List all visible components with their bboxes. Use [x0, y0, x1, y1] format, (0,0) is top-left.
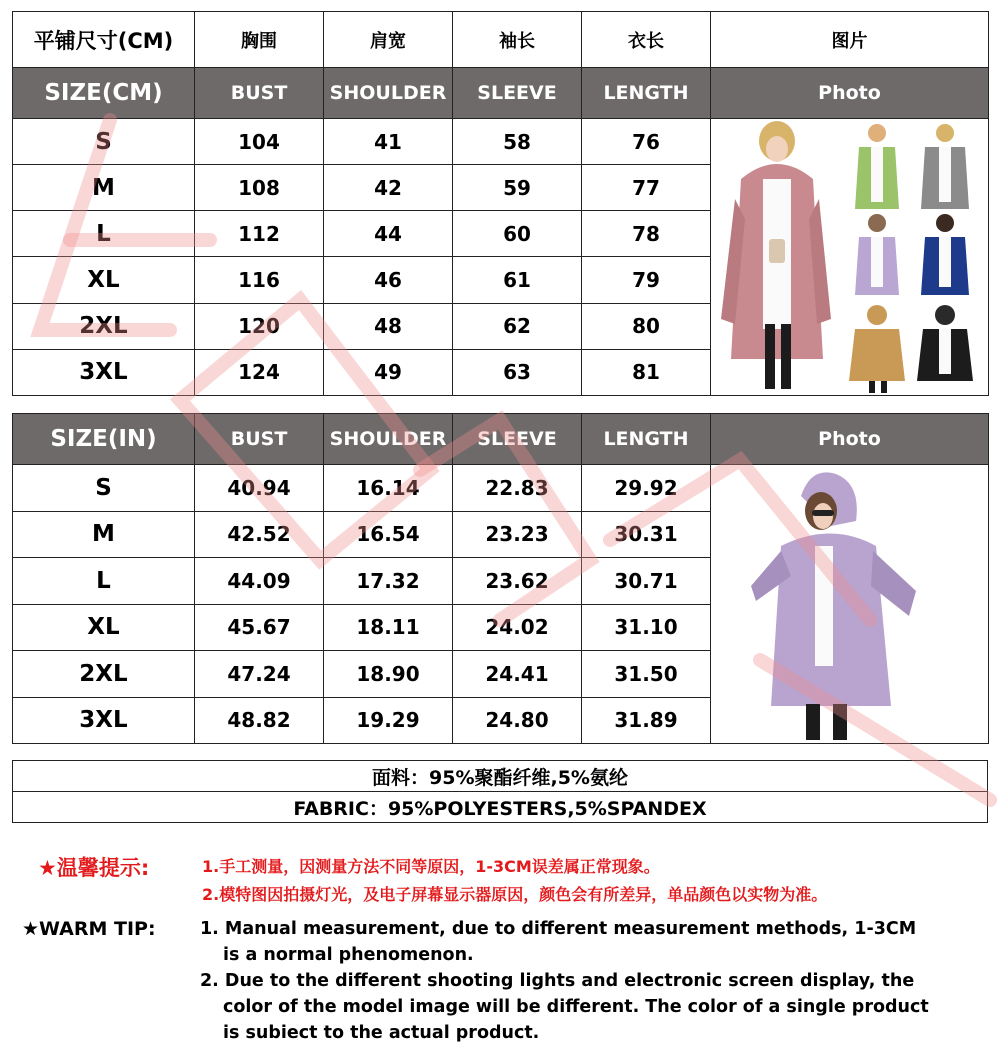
black-coat-thumbnail — [917, 305, 973, 381]
sleeve-cell: 63 — [453, 349, 582, 395]
header-cell: Photo — [711, 414, 989, 465]
shoulder-cell: 44 — [324, 211, 453, 257]
size-cell: L — [13, 211, 195, 257]
bust-cell: 44.09 — [195, 558, 324, 605]
header-cell: SHOULDER — [324, 414, 453, 465]
green-coat-thumbnail — [855, 124, 899, 209]
bust-cell: 47.24 — [195, 651, 324, 698]
shoulder-cell: 18.90 — [324, 651, 453, 698]
length-cell: 78 — [582, 211, 711, 257]
size-cell: 2XL — [13, 651, 195, 698]
sleeve-cell: 58 — [453, 119, 582, 165]
size-cell: L — [13, 558, 195, 605]
shoulder-cell: 16.14 — [324, 465, 453, 512]
size-cell: XL — [13, 257, 195, 303]
bust-cell: 124 — [195, 349, 324, 395]
navy-coat-thumbnail — [921, 214, 969, 295]
fabric-en: FABRIC：95%POLYESTERS,5%SPANDEX — [13, 792, 988, 823]
cn-header-cell: 衣长 — [582, 12, 711, 68]
shoulder-cell: 46 — [324, 257, 453, 303]
shoulder-cell: 41 — [324, 119, 453, 165]
header-cell: SHOULDER — [324, 68, 453, 119]
tip-en-label: ★WARM TIP: — [22, 918, 156, 940]
bust-cell: 42.52 — [195, 511, 324, 558]
sleeve-cell: 59 — [453, 165, 582, 211]
header-cell: SIZE(CM) — [13, 68, 195, 119]
size-cell: S — [13, 465, 195, 512]
size-cell: 2XL — [13, 303, 195, 349]
bust-cell: 112 — [195, 211, 324, 257]
cn-header-cell: 胸围 — [195, 12, 324, 68]
size-cell: S — [13, 119, 195, 165]
tip-cn-label: ★温馨提示: — [38, 856, 150, 880]
header-cell: LENGTH — [582, 68, 711, 119]
tip-cn-line-1: 1.手工测量，因测量方法不同等原因，1-3CM误差属正常现象。 — [202, 857, 660, 876]
size-cell: 3XL — [13, 697, 195, 744]
gray-coat-thumbnail — [921, 124, 969, 209]
cn-header-cell: 肩宽 — [324, 12, 453, 68]
header-cell: LENGTH — [582, 414, 711, 465]
sleeve-cell: 62 — [453, 303, 582, 349]
table-row — [13, 119, 989, 165]
shoulder-cell: 19.29 — [324, 697, 453, 744]
cn-header-cell: 平铺尺寸(CM) — [13, 12, 195, 68]
camel-coat-thumbnail — [849, 305, 905, 393]
size-cell: XL — [13, 604, 195, 651]
coat-color-collage-image — [711, 119, 987, 395]
tip-en-line-1a: 1. Manual measurement, due to different measurement methods, 1-3CM — [200, 919, 917, 939]
header-cell: SLEEVE — [453, 68, 582, 119]
header-cell: SLEEVE — [453, 414, 582, 465]
size-table-cm — [12, 11, 989, 396]
header-cell: SIZE(IN) — [13, 414, 195, 465]
bust-cell: 116 — [195, 257, 324, 303]
sleeve-cell: 24.80 — [453, 697, 582, 744]
header-cell: Photo — [711, 68, 989, 119]
sleeve-cell: 22.83 — [453, 465, 582, 512]
length-cell: 80 — [582, 303, 711, 349]
length-cell: 76 — [582, 119, 711, 165]
in-header-row — [13, 414, 989, 465]
length-cell: 30.31 — [582, 511, 711, 558]
length-cell: 29.92 — [582, 465, 711, 512]
shoulder-cell: 17.32 — [324, 558, 453, 605]
chinese-header-row — [13, 12, 989, 68]
size-cell: M — [13, 165, 195, 211]
length-cell: 30.71 — [582, 558, 711, 605]
tip-en-line-2a: 2. Due to the different shooting lights and electronic screen display, the — [200, 971, 915, 991]
length-cell: 31.89 — [582, 697, 711, 744]
fabric-cn: 面料：95%聚酯纤维,5%氨纶 — [13, 761, 988, 792]
pink-coat-model — [721, 121, 831, 389]
length-cell: 31.10 — [582, 604, 711, 651]
fabric-box — [12, 760, 988, 823]
shoulder-cell: 18.11 — [324, 604, 453, 651]
cm-header-row — [13, 68, 989, 119]
bust-cell: 120 — [195, 303, 324, 349]
photo-cell — [711, 465, 989, 744]
shoulder-cell: 16.54 — [324, 511, 453, 558]
length-cell: 31.50 — [582, 651, 711, 698]
sleeve-cell: 23.62 — [453, 558, 582, 605]
length-cell: 79 — [582, 257, 711, 303]
shoulder-cell: 42 — [324, 165, 453, 211]
sleeve-cell: 23.23 — [453, 511, 582, 558]
sleeve-cell: 24.41 — [453, 651, 582, 698]
photo-collage-cell — [711, 119, 989, 396]
header-cell: BUST — [195, 414, 324, 465]
bust-cell: 108 — [195, 165, 324, 211]
cn-header-cell: 袖长 — [453, 12, 582, 68]
table-row — [13, 465, 989, 512]
purple-coat-model-image — [711, 466, 987, 742]
tip-cn-line-2: 2.模特图因拍摄灯光，及电子屏幕显示器原因，颜色会有所差异，单品颜色以实物为准。 — [202, 885, 828, 904]
tip-en-line-2b: color of the model image will be different. The color of a single product — [223, 997, 929, 1017]
header-cell: BUST — [195, 68, 324, 119]
bust-cell: 45.67 — [195, 604, 324, 651]
shoulder-cell: 48 — [324, 303, 453, 349]
bust-cell: 104 — [195, 119, 324, 165]
tip-en-line-1b: is a normal phenomenon. — [223, 945, 474, 965]
bust-cell: 40.94 — [195, 465, 324, 512]
bust-cell: 48.82 — [195, 697, 324, 744]
size-cell: 3XL — [13, 349, 195, 395]
shoulder-cell: 49 — [324, 349, 453, 395]
size-cell: M — [13, 511, 195, 558]
sleeve-cell: 60 — [453, 211, 582, 257]
sleeve-cell: 24.02 — [453, 604, 582, 651]
size-table-in — [12, 413, 989, 744]
sleeve-cell: 61 — [453, 257, 582, 303]
tip-en-line-2c: is subiect to the actual product. — [223, 1023, 540, 1043]
lilac-coat-thumbnail — [855, 214, 899, 295]
cn-header-cell: 图片 — [711, 12, 989, 68]
length-cell: 81 — [582, 349, 711, 395]
length-cell: 77 — [582, 165, 711, 211]
